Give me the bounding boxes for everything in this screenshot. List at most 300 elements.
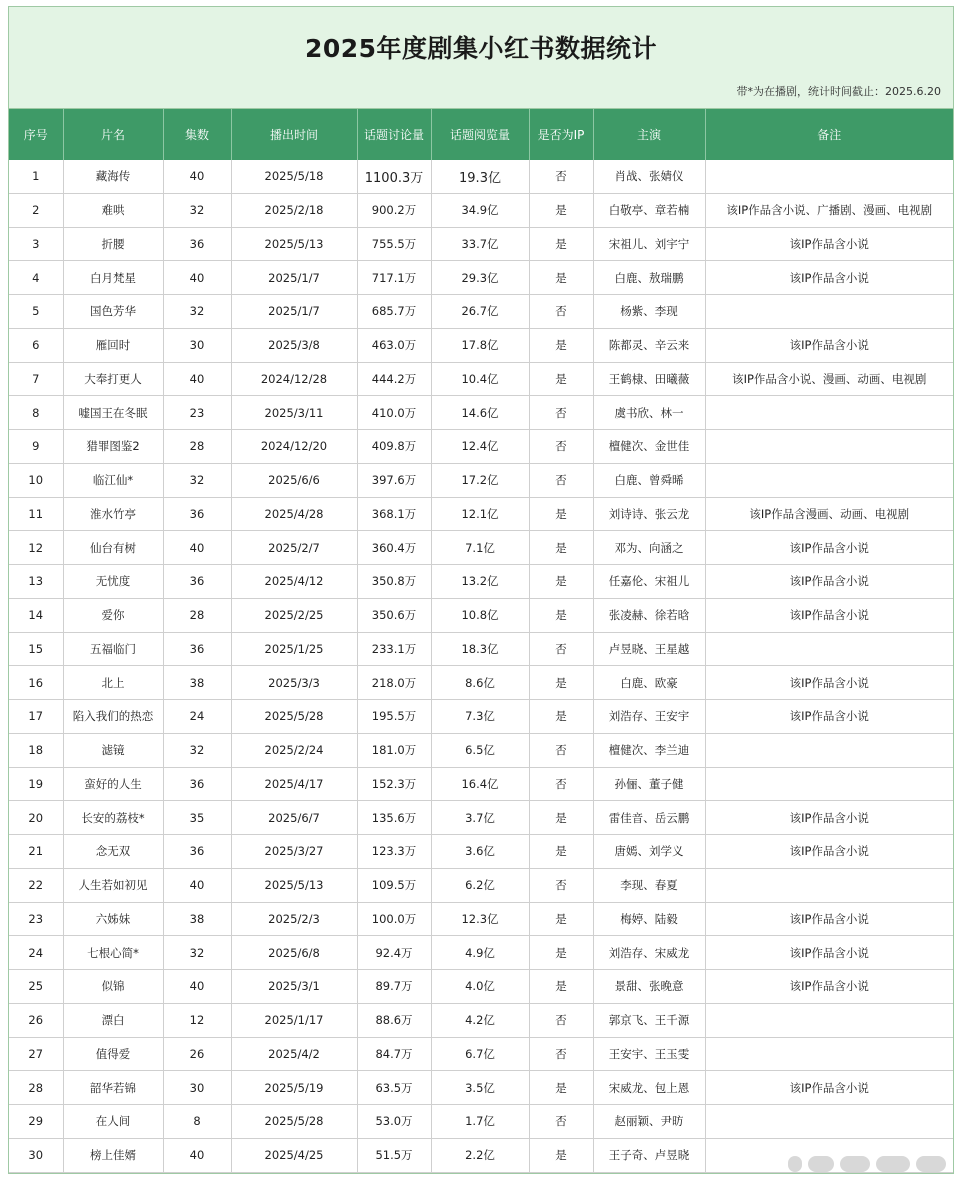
cell-episodes: 36 [163,767,231,801]
cell-is-ip: 否 [529,295,593,329]
cell-rank: 13 [9,565,63,599]
cell-discussions: 181.0万 [357,733,431,767]
cell-episodes: 32 [163,936,231,970]
cell-discussions: 755.5万 [357,227,431,261]
cell-views: 13.2亿 [431,565,529,599]
cell-cast: 白鹿、敖瑞鹏 [593,261,705,295]
cell-is-ip: 是 [529,936,593,970]
cell-discussions: 89.7万 [357,970,431,1004]
cell-discussions: 410.0万 [357,396,431,430]
cell-title: 长安的荔枝* [63,801,163,835]
cell-air-date: 2025/5/19 [231,1071,357,1105]
table-row [9,733,953,767]
cell-cast: 张凌赫、徐若晗 [593,598,705,632]
cell-remarks [705,295,953,329]
cell-is-ip: 是 [529,835,593,869]
cell-is-ip: 是 [529,1071,593,1105]
cell-views: 6.5亿 [431,733,529,767]
cell-episodes: 23 [163,396,231,430]
cell-title: 猎罪图鉴2 [63,430,163,464]
cell-episodes: 36 [163,835,231,869]
cell-remarks: 该IP作品含小说 [705,531,953,565]
cell-cast: 檀健次、李兰迪 [593,733,705,767]
table-row [9,970,953,1004]
cell-rank: 18 [9,733,63,767]
cell-air-date: 2025/5/13 [231,868,357,902]
table-row [9,193,953,227]
cell-views: 7.1亿 [431,531,529,565]
cell-is-ip: 是 [529,261,593,295]
cell-remarks [705,767,953,801]
cell-views: 10.8亿 [431,598,529,632]
cell-title: 韶华若锦 [63,1071,163,1105]
cell-is-ip: 否 [529,632,593,666]
cell-rank: 2 [9,193,63,227]
cell-title: 五福临门 [63,632,163,666]
cell-cast: 刘浩存、王安宇 [593,700,705,734]
cell-is-ip: 是 [529,497,593,531]
table-row [9,868,953,902]
cell-rank: 15 [9,632,63,666]
cell-rank: 14 [9,598,63,632]
cell-episodes: 30 [163,328,231,362]
cell-is-ip: 否 [529,430,593,464]
cell-air-date: 2025/2/7 [231,531,357,565]
table-row [9,1003,953,1037]
cell-remarks [705,430,953,464]
cell-remarks: 该IP作品含小说 [705,598,953,632]
cell-title: 滤镜 [63,733,163,767]
watermark [788,1156,946,1172]
watermark-mark [916,1156,946,1172]
data-sheet [8,6,954,1174]
cell-discussions: 218.0万 [357,666,431,700]
cell-title: 大奉打更人 [63,362,163,396]
cell-views: 4.9亿 [431,936,529,970]
table-row [9,463,953,497]
watermark-mark [876,1156,910,1172]
cell-rank: 30 [9,1138,63,1172]
column-header: 片名 [63,109,163,160]
cell-rank: 24 [9,936,63,970]
cell-cast: 郭京飞、王千源 [593,1003,705,1037]
table-body [9,160,953,1172]
cell-is-ip: 是 [529,193,593,227]
data-table [9,109,953,1173]
cell-air-date: 2025/3/3 [231,666,357,700]
cell-title: 值得爱 [63,1037,163,1071]
cell-views: 16.4亿 [431,767,529,801]
cell-cast: 肖战、张婧仪 [593,160,705,193]
cell-cast: 白敬亭、章若楠 [593,193,705,227]
cell-rank: 26 [9,1003,63,1037]
column-header: 话题讨论量 [357,109,431,160]
table-row [9,497,953,531]
table-row [9,835,953,869]
cell-discussions: 53.0万 [357,1105,431,1139]
cell-air-date: 2025/5/28 [231,700,357,734]
cell-episodes: 8 [163,1105,231,1139]
table-row [9,801,953,835]
cell-discussions: 685.7万 [357,295,431,329]
cell-remarks [705,463,953,497]
table-row [9,598,953,632]
cell-views: 4.0亿 [431,970,529,1004]
cell-remarks [705,160,953,193]
table-row [9,1071,953,1105]
cell-remarks [705,1105,953,1139]
cell-episodes: 40 [163,362,231,396]
column-header: 备注 [705,109,953,160]
cell-remarks [705,632,953,666]
cell-views: 3.6亿 [431,835,529,869]
cell-title: 漂白 [63,1003,163,1037]
cell-views: 7.3亿 [431,700,529,734]
cell-is-ip: 是 [529,328,593,362]
column-header: 是否为IP [529,109,593,160]
cell-discussions: 350.6万 [357,598,431,632]
cell-discussions: 233.1万 [357,632,431,666]
table-row [9,632,953,666]
cell-air-date: 2025/3/8 [231,328,357,362]
cell-episodes: 36 [163,565,231,599]
cell-discussions: 51.5万 [357,1138,431,1172]
cell-views: 34.9亿 [431,193,529,227]
cell-title: 嘘国王在冬眠 [63,396,163,430]
cell-title: 人生若如初见 [63,868,163,902]
watermark-mark [840,1156,870,1172]
cell-rank: 27 [9,1037,63,1071]
table-row [9,328,953,362]
cell-title: 折腰 [63,227,163,261]
cell-cast: 梅婷、陆毅 [593,902,705,936]
table-header-row [9,109,953,160]
cell-cast: 檀健次、金世佳 [593,430,705,464]
cell-rank: 20 [9,801,63,835]
cell-views: 3.7亿 [431,801,529,835]
cell-is-ip: 是 [529,1138,593,1172]
cell-rank: 5 [9,295,63,329]
cell-views: 29.3亿 [431,261,529,295]
table-row [9,666,953,700]
cell-air-date: 2025/5/28 [231,1105,357,1139]
cell-cast: 李现、春夏 [593,868,705,902]
cell-is-ip: 否 [529,767,593,801]
cell-views: 12.3亿 [431,902,529,936]
cell-episodes: 32 [163,733,231,767]
cell-discussions: 397.6万 [357,463,431,497]
cell-episodes: 32 [163,463,231,497]
table-row [9,396,953,430]
cell-views: 6.7亿 [431,1037,529,1071]
cell-rank: 23 [9,902,63,936]
cell-air-date: 2025/1/7 [231,295,357,329]
cell-air-date: 2025/6/7 [231,801,357,835]
cell-discussions: 84.7万 [357,1037,431,1071]
table-row [9,160,953,193]
cell-rank: 28 [9,1071,63,1105]
table-row [9,565,953,599]
cell-rank: 19 [9,767,63,801]
cell-views: 17.2亿 [431,463,529,497]
cell-rank: 10 [9,463,63,497]
column-header: 集数 [163,109,231,160]
cell-views: 1.7亿 [431,1105,529,1139]
table-row [9,362,953,396]
cell-discussions: 100.0万 [357,902,431,936]
cell-discussions: 123.3万 [357,835,431,869]
cell-cast: 刘浩存、宋威龙 [593,936,705,970]
table-row [9,700,953,734]
cell-rank: 25 [9,970,63,1004]
cell-is-ip: 否 [529,160,593,193]
cell-is-ip: 否 [529,1037,593,1071]
cell-discussions: 409.8万 [357,430,431,464]
cell-air-date: 2025/4/12 [231,565,357,599]
cell-is-ip: 是 [529,565,593,599]
column-header: 播出时间 [231,109,357,160]
cell-discussions: 195.5万 [357,700,431,734]
cell-title: 白月梵星 [63,261,163,295]
cell-discussions: 717.1万 [357,261,431,295]
cell-discussions: 368.1万 [357,497,431,531]
cell-cast: 宋祖儿、刘宇宁 [593,227,705,261]
cell-episodes: 24 [163,700,231,734]
cell-remarks [705,1037,953,1071]
cell-views: 26.7亿 [431,295,529,329]
cell-discussions: 109.5万 [357,868,431,902]
cell-episodes: 36 [163,632,231,666]
cell-episodes: 36 [163,497,231,531]
cell-is-ip: 否 [529,1105,593,1139]
cell-cast: 景甜、张晚意 [593,970,705,1004]
table-row [9,767,953,801]
cell-is-ip: 是 [529,666,593,700]
cell-remarks: 该IP作品含小说 [705,261,953,295]
cell-discussions: 1100.3万 [357,160,431,193]
cell-views: 14.6亿 [431,396,529,430]
cell-episodes: 32 [163,295,231,329]
cell-rank: 16 [9,666,63,700]
cell-views: 12.1亿 [431,497,529,531]
cell-cast: 唐嫣、刘学义 [593,835,705,869]
cell-remarks: 该IP作品含小说、广播剧、漫画、电视剧 [705,193,953,227]
cell-remarks: 该IP作品含小说 [705,936,953,970]
table-row [9,261,953,295]
cell-episodes: 40 [163,160,231,193]
cell-episodes: 30 [163,1071,231,1105]
table-row [9,902,953,936]
cell-rank: 4 [9,261,63,295]
cell-rank: 1 [9,160,63,193]
cell-air-date: 2025/5/18 [231,160,357,193]
cell-title: 无忧度 [63,565,163,599]
cell-episodes: 40 [163,868,231,902]
cell-episodes: 32 [163,193,231,227]
cell-cast: 宋威龙、包上恩 [593,1071,705,1105]
cell-views: 18.3亿 [431,632,529,666]
cell-episodes: 40 [163,970,231,1004]
cell-discussions: 152.3万 [357,767,431,801]
cell-discussions: 135.6万 [357,801,431,835]
cell-episodes: 40 [163,1138,231,1172]
cell-views: 4.2亿 [431,1003,529,1037]
cell-air-date: 2025/4/25 [231,1138,357,1172]
cell-title: 念无双 [63,835,163,869]
cell-rank: 29 [9,1105,63,1139]
cell-discussions: 444.2万 [357,362,431,396]
cell-remarks: 该IP作品含小说 [705,801,953,835]
cell-is-ip: 否 [529,733,593,767]
cell-remarks: 该IP作品含小说、漫画、动画、电视剧 [705,362,953,396]
cell-cast: 任嘉伦、宋祖儿 [593,565,705,599]
statistics-note: 带*为在播剧，统计时间截止：2025.6.20 [736,85,941,98]
cell-episodes: 12 [163,1003,231,1037]
cell-remarks: 该IP作品含小说 [705,835,953,869]
cell-cast: 孙俪、董子健 [593,767,705,801]
cell-remarks: 该IP作品含小说 [705,1071,953,1105]
cell-is-ip: 否 [529,396,593,430]
cell-views: 33.7亿 [431,227,529,261]
cell-cast: 王鹤棣、田曦薇 [593,362,705,396]
cell-remarks [705,1003,953,1037]
cell-is-ip: 是 [529,970,593,1004]
cell-is-ip: 否 [529,463,593,497]
cell-cast: 王安宇、王玉雯 [593,1037,705,1071]
cell-remarks [705,396,953,430]
cell-title: 六姊妹 [63,902,163,936]
cell-cast: 虞书欣、林一 [593,396,705,430]
cell-episodes: 28 [163,598,231,632]
cell-air-date: 2025/2/24 [231,733,357,767]
watermark-mark [788,1156,802,1172]
cell-rank: 12 [9,531,63,565]
table-row [9,531,953,565]
cell-rank: 3 [9,227,63,261]
cell-episodes: 26 [163,1037,231,1071]
cell-title: 临江仙* [63,463,163,497]
cell-remarks [705,868,953,902]
cell-views: 19.3亿 [431,160,529,193]
cell-rank: 9 [9,430,63,464]
cell-air-date: 2024/12/28 [231,362,357,396]
cell-discussions: 63.5万 [357,1071,431,1105]
table-row [9,936,953,970]
cell-title: 似锦 [63,970,163,1004]
cell-air-date: 2025/1/7 [231,261,357,295]
cell-rank: 21 [9,835,63,869]
cell-cast: 白鹿、欧豪 [593,666,705,700]
cell-is-ip: 是 [529,902,593,936]
cell-discussions: 463.0万 [357,328,431,362]
cell-episodes: 40 [163,261,231,295]
cell-air-date: 2025/2/25 [231,598,357,632]
cell-discussions: 900.2万 [357,193,431,227]
cell-is-ip: 是 [529,531,593,565]
cell-is-ip: 是 [529,362,593,396]
cell-air-date: 2025/5/13 [231,227,357,261]
cell-air-date: 2025/6/6 [231,463,357,497]
cell-title: 淮水竹亭 [63,497,163,531]
cell-views: 6.2亿 [431,868,529,902]
cell-views: 3.5亿 [431,1071,529,1105]
cell-is-ip: 否 [529,868,593,902]
table-row [9,227,953,261]
cell-title: 爱你 [63,598,163,632]
cell-rank: 17 [9,700,63,734]
cell-episodes: 35 [163,801,231,835]
cell-title: 榜上佳婿 [63,1138,163,1172]
column-header: 序号 [9,109,63,160]
cell-episodes: 38 [163,666,231,700]
cell-remarks: 该IP作品含小说 [705,970,953,1004]
cell-episodes: 40 [163,531,231,565]
cell-remarks: 该IP作品含小说 [705,328,953,362]
table-row [9,1105,953,1139]
cell-cast: 赵丽颖、尹昉 [593,1105,705,1139]
cell-is-ip: 是 [529,801,593,835]
cell-discussions: 350.8万 [357,565,431,599]
cell-title: 藏海传 [63,160,163,193]
cell-cast: 杨紫、李现 [593,295,705,329]
cell-episodes: 28 [163,430,231,464]
cell-discussions: 360.4万 [357,531,431,565]
cell-is-ip: 是 [529,227,593,261]
cell-rank: 7 [9,362,63,396]
cell-discussions: 92.4万 [357,936,431,970]
cell-is-ip: 是 [529,598,593,632]
cell-remarks: 该IP作品含漫画、动画、电视剧 [705,497,953,531]
cell-cast: 陈都灵、辛云来 [593,328,705,362]
cell-views: 2.2亿 [431,1138,529,1172]
cell-air-date: 2025/4/28 [231,497,357,531]
cell-cast: 卢昱晓、王星越 [593,632,705,666]
title-band [9,7,953,109]
cell-remarks [705,733,953,767]
cell-title: 仙台有树 [63,531,163,565]
cell-title: 陷入我们的热恋 [63,700,163,734]
cell-is-ip: 是 [529,700,593,734]
cell-air-date: 2025/2/18 [231,193,357,227]
cell-air-date: 2025/4/2 [231,1037,357,1071]
cell-air-date: 2025/4/17 [231,767,357,801]
cell-views: 17.8亿 [431,328,529,362]
cell-remarks: 该IP作品含小说 [705,902,953,936]
cell-cast: 雷佳音、岳云鹏 [593,801,705,835]
cell-remarks: 该IP作品含小说 [705,700,953,734]
cell-title: 难哄 [63,193,163,227]
sheet-title: 2025年度剧集小红书数据统计 [304,34,658,63]
cell-rank: 22 [9,868,63,902]
cell-air-date: 2025/3/1 [231,970,357,1004]
cell-discussions: 88.6万 [357,1003,431,1037]
column-header: 主演 [593,109,705,160]
cell-views: 8.6亿 [431,666,529,700]
cell-air-date: 2025/1/17 [231,1003,357,1037]
cell-remarks: 该IP作品含小说 [705,565,953,599]
cell-is-ip: 否 [529,1003,593,1037]
cell-rank: 8 [9,396,63,430]
cell-title: 北上 [63,666,163,700]
cell-air-date: 2025/3/11 [231,396,357,430]
cell-rank: 11 [9,497,63,531]
table-row [9,430,953,464]
cell-rank: 6 [9,328,63,362]
cell-views: 12.4亿 [431,430,529,464]
column-header: 话题阅览量 [431,109,529,160]
cell-remarks: 该IP作品含小说 [705,227,953,261]
cell-air-date: 2024/12/20 [231,430,357,464]
